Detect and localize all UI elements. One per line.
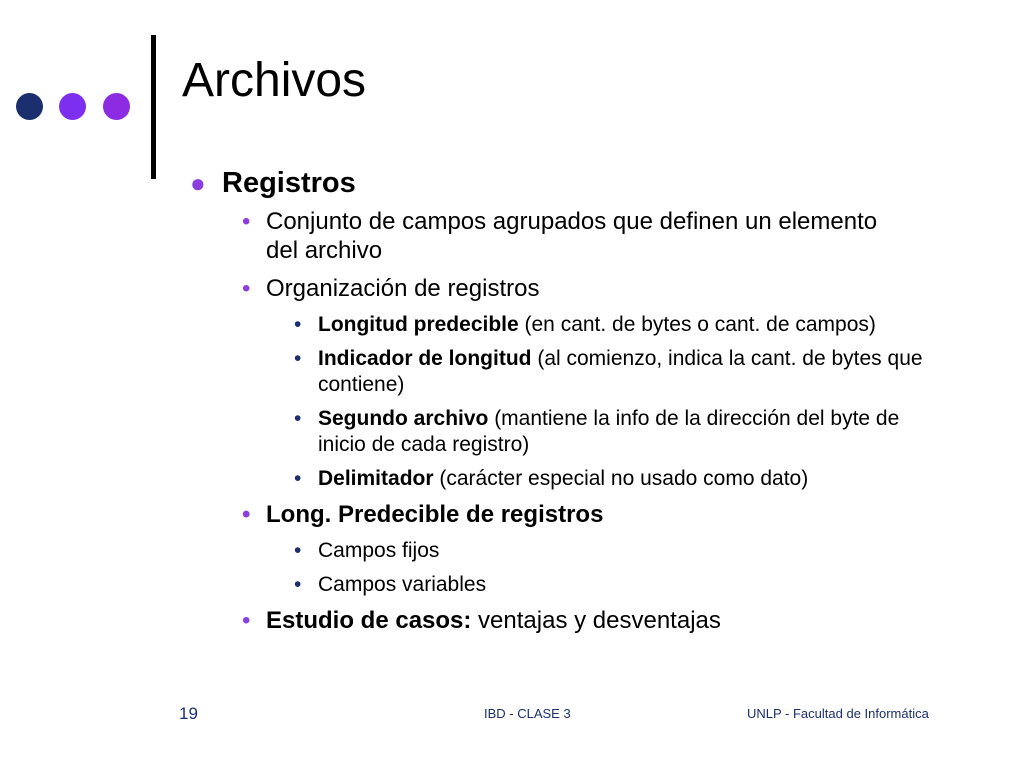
bullet-text: Conjunto de campos agrupados que definen un elemento del archivo bbox=[266, 207, 878, 264]
bullet-longitud-predecible bbox=[294, 312, 948, 338]
footer-page-number: 19 bbox=[179, 704, 198, 723]
bullet-dot-icon: • bbox=[294, 572, 302, 596]
bullet-delimitador bbox=[294, 466, 948, 492]
bullet-bold-text: Estudio de casos: bbox=[266, 606, 472, 634]
bullet-dot-icon: • bbox=[294, 538, 302, 562]
bullet-dot-icon: ● bbox=[190, 168, 206, 198]
bullet-dot-icon: • bbox=[294, 466, 302, 490]
title-divider-line bbox=[151, 35, 156, 179]
slide-content bbox=[190, 166, 980, 644]
bullet-text: Campos variables bbox=[318, 572, 487, 596]
bullet-organizacion bbox=[242, 274, 896, 303]
bullet-campos-fijos bbox=[294, 538, 948, 564]
bullet-bold-text: Delimitador bbox=[318, 466, 434, 490]
dot-3 bbox=[103, 93, 130, 120]
bullet-text: (carácter especial no usado como dato) bbox=[433, 466, 809, 490]
dot-2 bbox=[59, 93, 86, 120]
bullet-text: ventajas y desventajas bbox=[471, 606, 721, 634]
bullet-dot-icon: • bbox=[294, 346, 302, 370]
footer-course: IBD - CLASE 3 bbox=[484, 706, 571, 721]
bullet-text: Long. Predecible de registros bbox=[266, 500, 604, 528]
bullet-long-predecible bbox=[242, 500, 896, 529]
bullet-registros bbox=[190, 166, 980, 201]
decorative-dots bbox=[16, 93, 136, 123]
bullet-dot-icon: • bbox=[294, 406, 302, 430]
bullet-dot-icon: • bbox=[242, 274, 251, 302]
bullet-text: (al comienzo, indica la cant. de bytes que contiene) bbox=[318, 346, 923, 396]
bullet-conjunto bbox=[242, 207, 896, 265]
bullet-bold-text: Longitud predecible bbox=[318, 312, 519, 336]
bullet-campos-variables bbox=[294, 572, 948, 598]
bullet-dot-icon: • bbox=[242, 606, 251, 634]
bullet-text: Registros bbox=[222, 167, 356, 199]
footer-institution: UNLP - Facultad de Informática bbox=[747, 706, 929, 721]
bullet-bold-text: Indicador de longitud bbox=[318, 346, 532, 370]
bullet-dot-icon: • bbox=[242, 500, 251, 528]
slide-title: Archivos bbox=[182, 54, 367, 107]
bullet-text: Campos fijos bbox=[318, 538, 440, 562]
bullet-text: (mantiene la info de la dirección del byte de inicio de cada registro) bbox=[318, 406, 900, 456]
dot-1 bbox=[16, 93, 43, 120]
bullet-dot-icon: • bbox=[294, 312, 302, 336]
bullet-estudio-casos bbox=[242, 606, 896, 635]
bullet-segundo-archivo bbox=[294, 406, 948, 458]
bullet-text: Organización de registros bbox=[266, 274, 540, 302]
bullet-indicador-longitud bbox=[294, 346, 948, 398]
bullet-bold-text: Segundo archivo bbox=[318, 406, 489, 430]
bullet-dot-icon: • bbox=[242, 207, 251, 235]
bullet-text: (en cant. de bytes o cant. de campos) bbox=[518, 312, 876, 336]
